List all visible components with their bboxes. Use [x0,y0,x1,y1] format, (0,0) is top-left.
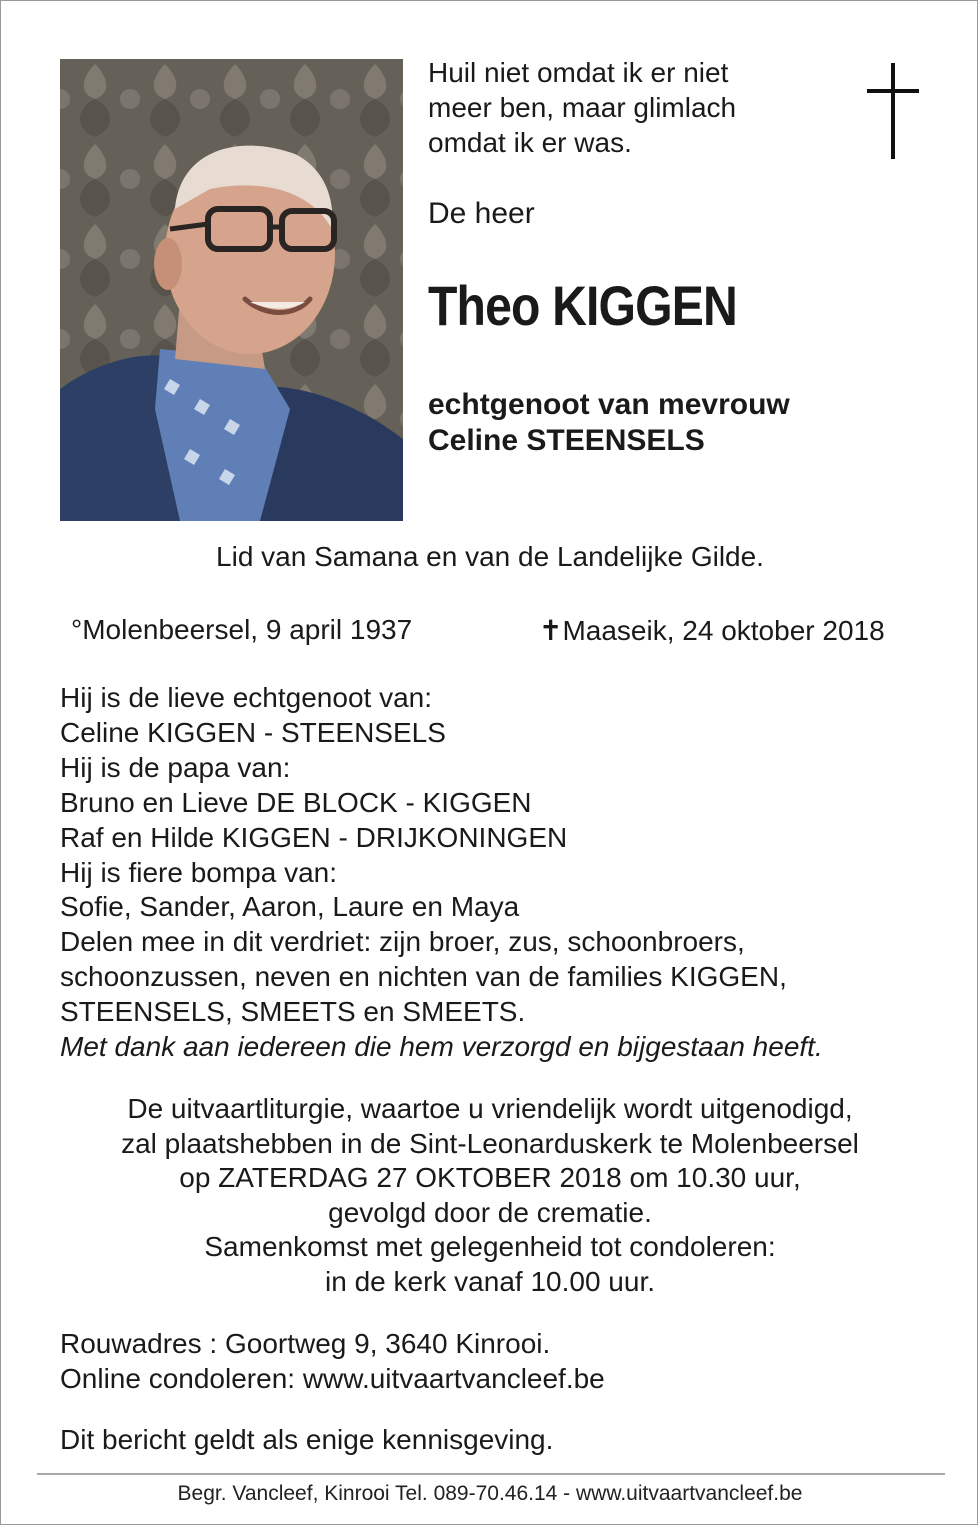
family-line: Delen mee in dit verdriet: zijn broer, zus, schoonbroers, [60,926,745,958]
ceremony-section [1,1092,979,1300]
family-line: STEENSELS, SMEETS en SMEETS. [60,996,526,1028]
spouse-info [428,387,790,459]
family-line: Hij is fiere bompa van: [60,856,338,888]
family-line: Raf en Hilde KIGGEN - DRIJKONINGEN [60,821,568,853]
portrait-photo [60,59,403,521]
ceremony-line: in de kerk vanaf 10.00 uur. [325,1265,655,1297]
honorific: De heer [428,197,535,230]
death-date: ✝Maaseik, 24 oktober 2018 [539,615,885,646]
ceremony-line: op ZATERDAG 27 OKTOBER 2018 om 10.30 uur, [179,1162,801,1194]
funeral-home-footer: Begr. Vancleef, Kinrooi Tel. 089-70.46.14 - www.uitvaartvancleef.be [177,1482,803,1505]
ceremony-line: gevolgd door de crematie. [328,1196,652,1228]
footer-divider [37,1473,945,1475]
family-line: Celine KIGGEN - STEENSELS [60,716,446,748]
epitaph-quote [428,55,828,160]
family-section [60,681,950,1065]
contact-section [60,1326,605,1396]
ceremony-line: Samenkomst met gelegenheid tot condoleren: [204,1231,776,1263]
thanks-line: Met dank aan iedereen die hem verzorgd en bijgestaan heeft. [60,1031,823,1063]
spouse-line: echtgenoot van mevrouw [428,388,790,421]
portrait-image [60,59,403,521]
family-line: Hij is de lieve echtgenoot van: [60,682,432,713]
spouse-line: Celine STEENSELS [428,424,705,457]
ceremony-line: zal plaatshebben in de Sint-Leonarduskerk te Molenbeersel [121,1127,859,1159]
membership-text: Lid van Samana en van de Landelijke Gilde. [216,541,764,572]
mourning-address: Rouwadres : Goortweg 9, 3640 Kinrooi. [60,1328,551,1359]
family-line: Hij is de papa van: [60,751,291,783]
family-line: Bruno en Lieve DE BLOCK - KIGGEN [60,786,532,818]
deceased-name: Theo KIGGEN [428,274,737,337]
notice-text: Dit bericht geldt als enige kennisgeving. [60,1424,554,1455]
online-condolence: Online condoleren: www.uitvaartvancleef.be [60,1363,605,1394]
family-line: schoonzussen, neven en nichten van de families KIGGEN, [60,961,787,993]
latin-cross-icon [863,63,923,159]
quote-line: meer ben, maar glimlach [428,92,737,123]
birth-date: °Molenbeersel, 9 april 1937 [71,614,413,645]
ceremony-line: De uitvaartliturgie, waartoe u vriendelijk wordt uitgenodigd, [127,1093,853,1124]
quote-line: Huil niet omdat ik er niet [428,57,729,88]
family-line: Sofie, Sander, Aaron, Laure en Maya [60,891,520,923]
quote-line: omdat ik er was. [428,127,632,158]
